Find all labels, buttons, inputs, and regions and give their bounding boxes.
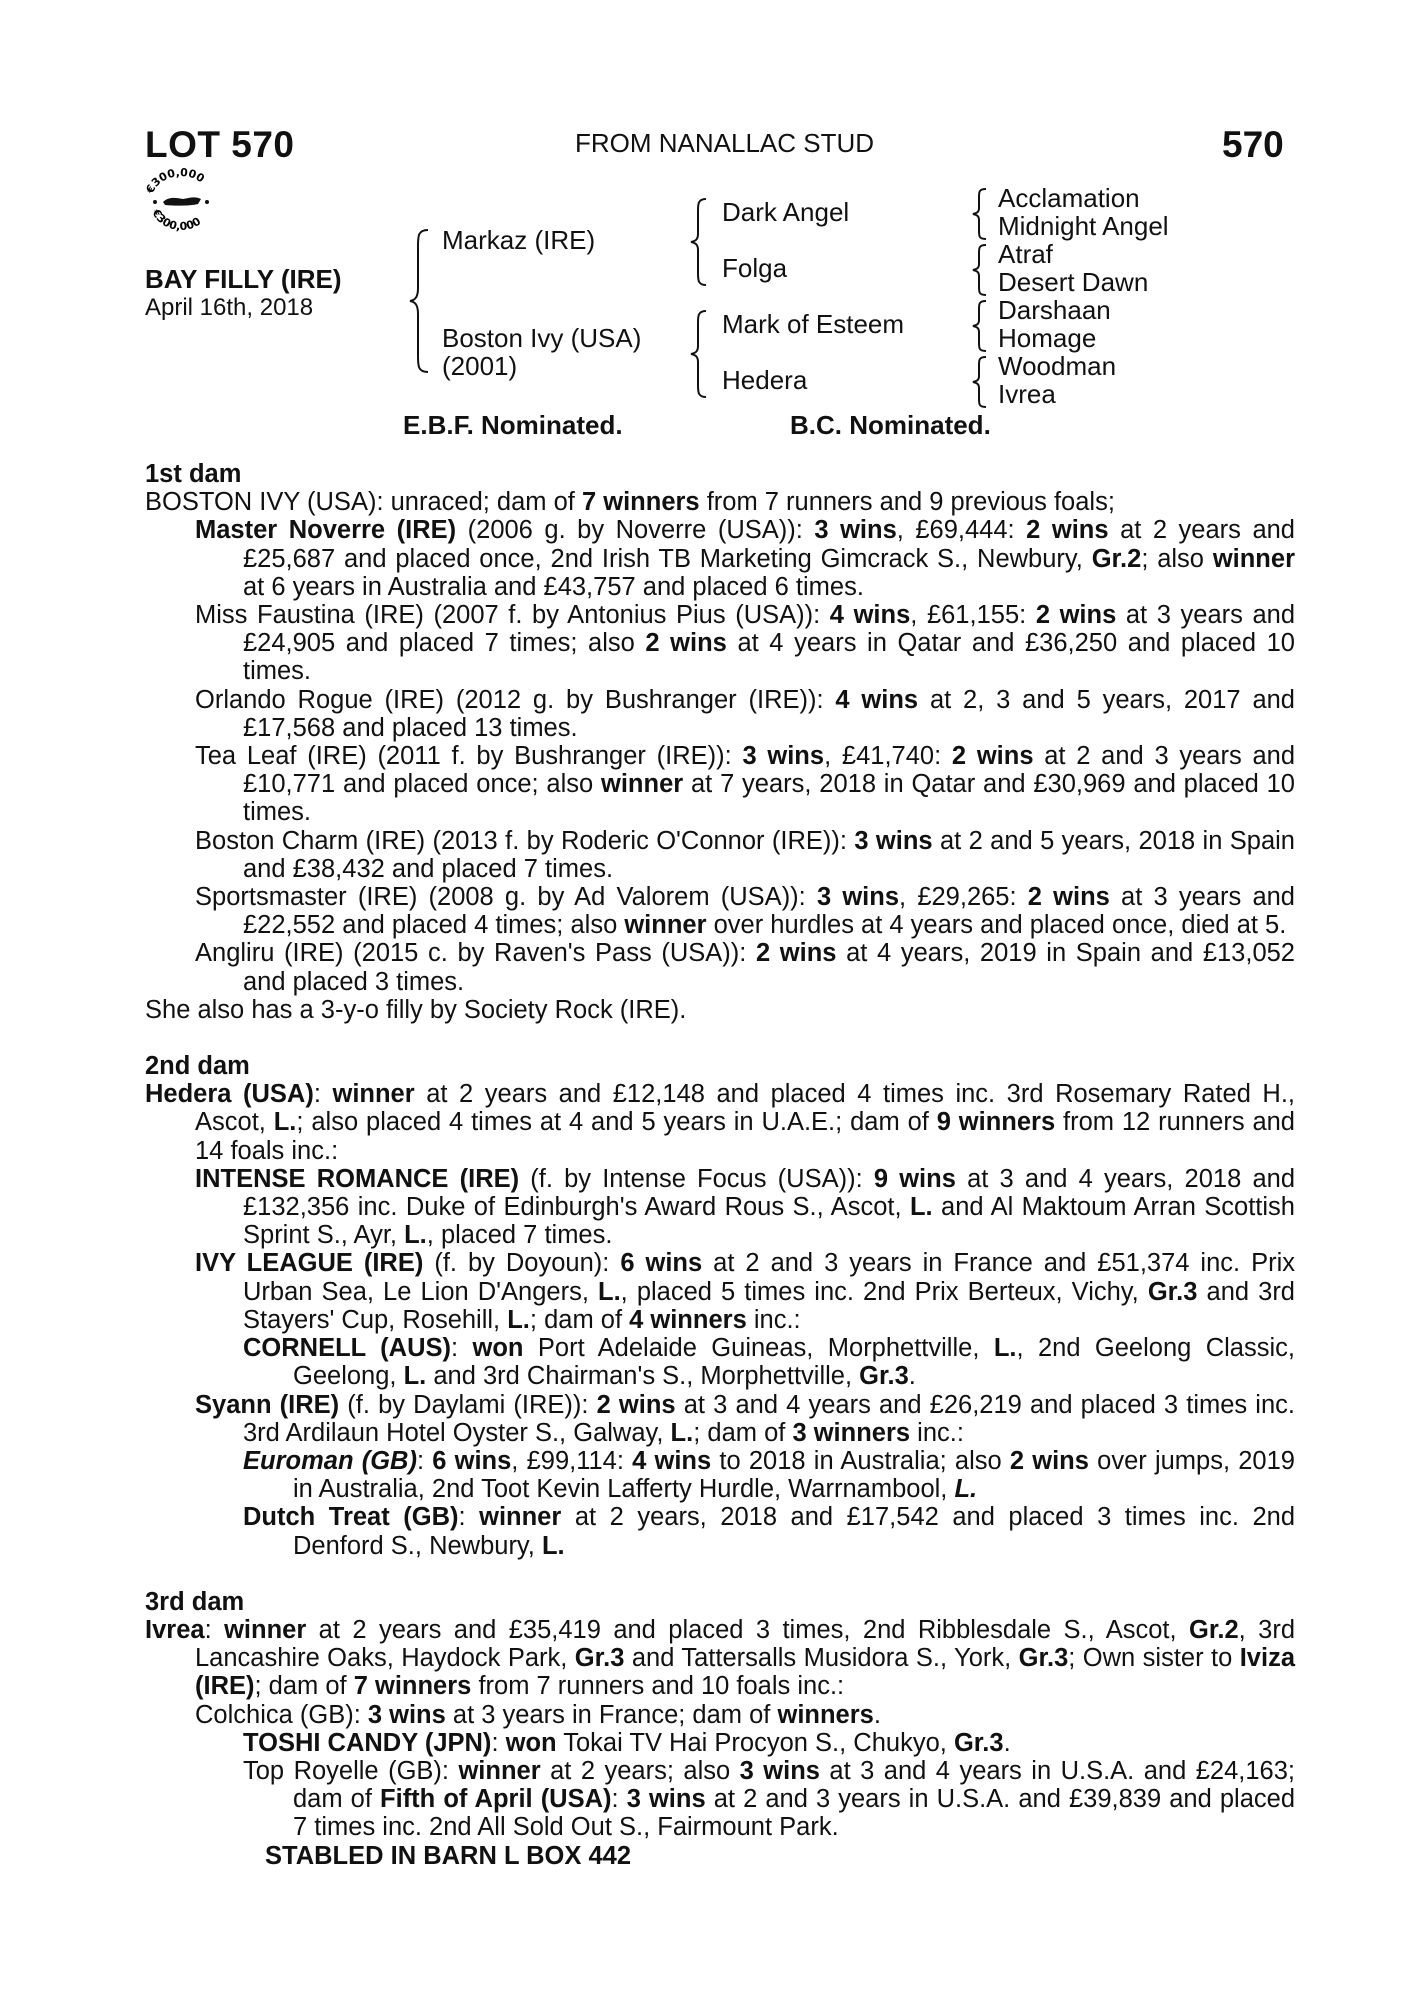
pedigree-sdd: Desert Dawn: [998, 267, 1149, 297]
vendor-name: FROM NANALLAC STUD: [575, 128, 875, 158]
progeny-entry: Colchica (GB): 3 wins at 3 years in France; dam of winners.: [195, 1700, 881, 1729]
pedigree-sss: Acclamation: [998, 183, 1140, 213]
pedigree-dam: Boston Ivy (USA): [442, 323, 642, 353]
pedigree-ddd: Ivrea: [998, 379, 1056, 409]
progeny-entry: Master Noverre (IRE) (2006 g. by Noverre (USA)): 3 wins, £69,444: 2 wins at 2 years and £25,687 and placed once, 2nd Irish TB Marketing Gimcrack S., Newbury, Gr.2; also winner at 6 years in Australia and £43,757 and placed 6 times.: [195, 516, 1295, 601]
svg-text:€300,000: [143, 168, 207, 196]
dam-summary: BOSTON IVY (USA): unraced; dam of 7 winners from 7 runners and 9 previous foals;: [145, 488, 1115, 517]
pedigree-sds: Atraf: [998, 239, 1053, 269]
grand-progeny-entry: Euroman (GB): 6 wins, £99,114: 4 wins to 2018 in Australia; also 2 wins over jumps, 2019 in Australia, 2nd Toot Kevin Lafferty Hurdle, Warrnambool, L.: [243, 1446, 1295, 1504]
pedigree-brace-main: [406, 226, 432, 376]
bc-nomination: B.C. Nominated.: [790, 410, 991, 440]
pedigree-dds: Woodman: [998, 351, 1117, 381]
section-1st-dam: 1st dam: [145, 460, 242, 488]
svg-text:€300,000: [149, 206, 203, 233]
progeny-entry: Boston Charm (IRE) (2013 f. by Roderic O'Connor (IRE)): 3 wins at 2 and 5 years, 2018 in Spain and £38,432 and placed 7 times.: [195, 826, 1295, 883]
pedigree-ssd: Midnight Angel: [998, 211, 1169, 241]
progeny-entry: Angliru (IRE) (2015 c. by Raven's Pass (USA)): 2 wins at 4 years, 2019 in Spain and £13,052 and placed 3 times.: [195, 939, 1295, 996]
pedigree-dam-year: (2001): [442, 351, 518, 381]
pedigree-dsd: Homage: [998, 323, 1097, 353]
horse-sex-label: BAY FILLY (IRE): [145, 264, 342, 294]
seal-bottom-text: €300,000: [149, 207, 204, 234]
second-dam-summary: Hedera (USA): winner at 2 years and £12,148 and placed 4 times inc. 3rd Rosemary Rated H., Ascot, L.; also placed 4 times at 4 and 5 years in U.A.E.; dam of 9 winners from 12 runners and 14 foals inc.:: [145, 1080, 1296, 1165]
section-2nd-dam: 2nd dam: [145, 1052, 250, 1081]
progeny-entry: Sportsmaster (IRE) (2008 g. by Ad Valorem (USA)): 3 wins, £29,265: 2 wins at 3 years and £22,552 and placed 4 times; also winner over hurdles at 4 years and placed once, died at 5.: [195, 883, 1295, 940]
pedigree-dd: Hedera: [722, 365, 808, 395]
progeny-entry: Tea Leaf (IRE) (2011 f. by Bushranger (IRE)): 3 wins, £41,740: 2 wins at 2 and 3 years and £10,771 and placed once; also winner at 7 years, 2018 in Qatar and £30,969 and placed 10 times.: [195, 742, 1296, 827]
pedigree-brace-dam: [688, 308, 710, 400]
dam-note: She also has a 3-y-o filly by Society Rock (IRE).: [145, 995, 687, 1024]
pedigree-brace-ds: [970, 298, 990, 354]
progeny-entry: INTENSE ROMANCE (IRE) (f. by Intense Focus (USA)): 9 wins at 3 and 4 years, 2018 and £132,356 inc. Duke of Edinburgh's Award Rous S., Ascot, L. and Al Maktoum Arran Scottish Sprint S., Ayr, L., placed 7 times.: [195, 1164, 1296, 1250]
grand-progeny-entry: CORNELL (AUS): won Port Adelaide Guineas, Morphettville, L., 2nd Geelong Classic, Geelong, L. and 3rd Chairman's S., Morphettville, Gr.3.: [243, 1334, 1295, 1391]
pedigree-ss: Dark Angel: [722, 197, 850, 227]
progeny-entry: Syann (IRE) (f. by Daylami (IRE)): 2 wins at 3 and 4 years and £26,219 and placed 3 times inc. 3rd Ardilaun Hotel Oyster S., Galway, L.; dam of 3 winners inc.:: [195, 1390, 1295, 1447]
pedigree-brace-sd: [970, 242, 990, 298]
catalogue-body: [145, 460, 1295, 1870]
seal-top-text: €300,000: [143, 168, 207, 196]
pedigree-brace-dd: [970, 354, 990, 410]
stabling-info: STABLED IN BARN L BOX 442: [265, 1841, 632, 1870]
grand-progeny-entry: TOSHI CANDY (JPN): won Tokai TV Hai Procyon S., Chukyo, Gr.3.: [243, 1728, 1011, 1757]
pedigree-sd: Folga: [722, 253, 788, 283]
pedigree-ds: Mark of Esteem: [722, 309, 905, 339]
ebf-nomination: E.B.F. Nominated.: [403, 410, 623, 440]
lot-label: LOT 570: [145, 124, 295, 165]
pedigree-dss: Darshaan: [998, 295, 1111, 325]
pedigree-brace-ss: [970, 186, 990, 242]
progeny-entry: Orlando Rogue (IRE) (2012 g. by Bushranger (IRE)): 4 wins at 2, 3 and 5 years, 2017 and £17,568 and placed 13 times.: [195, 685, 1295, 742]
third-dam-summary: Ivrea: winner at 2 years and £35,419 and placed 3 times, 2nd Ribblesdale S., Ascot, Gr.2, 3rd Lancashire Oaks, Haydock Park, Gr.3 and Tattersalls Musidora S., York, Gr.3; Own sister to Iviza (IRE); dam of 7 winners from 7 runners and 10 foals inc.:: [145, 1615, 1296, 1701]
pedigree-brace-sire: [688, 196, 710, 288]
pedigree-sire: Markaz (IRE): [442, 225, 596, 255]
grand-progeny-entry: Dutch Treat (GB): winner at 2 years, 2018 and £17,542 and placed 3 times inc. 2nd Denford S., Newbury, L.: [243, 1503, 1295, 1560]
lot-number: 570: [1222, 124, 1284, 165]
progeny-entry: IVY LEAGUE (IRE) (f. by Doyoun): 6 wins at 2 and 3 years in France and £51,374 inc. Prix Urban Sea, Le Lion D'Angers, L., placed 5 times inc. 2nd Prix Berteux, Vichy, Gr.3 and 3rd Stayers' Cup, Rosehill, L.; dam of 4 winners inc.:: [195, 1249, 1296, 1334]
section-3rd-dam: 3rd dam: [145, 1587, 245, 1616]
progeny-entry: Miss Faustina (IRE) (2007 f. by Antonius Pius (USA)): 4 wins, £61,155: 2 wins at 3 years and £24,905 and placed 7 times; also 2 wins at 4 years in Qatar and £36,250 and placed 10 times.: [195, 601, 1296, 686]
grand-progeny-entry: Top Royelle (GB): winner at 2 years; also 3 wins at 3 and 4 years in U.S.A. and £24,163; dam of Fifth of April (USA): 3 wins at 2 and 3 years in U.S.A. and £39,839 and placed 7 times inc. 2nd All Sold Out S., Fairmount Park.: [243, 1756, 1296, 1842]
horse-dob: April 16th, 2018: [145, 294, 314, 321]
price-seal-icon: [143, 168, 219, 236]
